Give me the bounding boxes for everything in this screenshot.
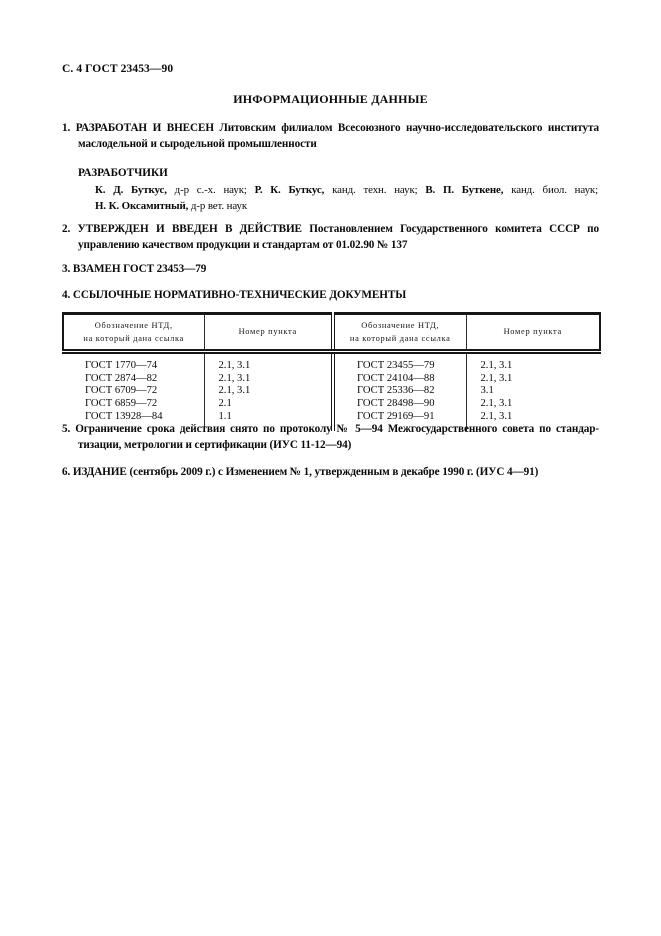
section-2-line-2: управлению качеством продукции и стандартам от 01.02.90 № 137 [78, 238, 408, 251]
section-6-line-1: 6. ИЗДАНИЕ (сентябрь 2009 г.) с Изменением № 1, утвержденным в декабре 1990 г. (ИУС 4—91) [62, 466, 539, 478]
developer-degree: канд. биол. наук; [511, 184, 599, 196]
column-header-ntd-right [333, 314, 466, 352]
section-3-replaces [62, 262, 599, 278]
developer-name: К. Д. Буткус, [95, 184, 167, 196]
developer-name: Н. К. Оксамитный, [95, 199, 189, 212]
ntd-cell: ГОСТ 6859—72 [63, 398, 204, 411]
section-5-line-1: 5. Ограничение срока действия снято по протоколу № 5—94 Межгосударственного совета по стандар- [62, 423, 599, 435]
column-header-clause-left [204, 314, 333, 352]
section-3-line-1: 3. ВЗАМЕН ГОСТ 23453—79 [62, 263, 207, 275]
developer-degree: д-р вет. наук [190, 199, 248, 212]
section-6-edition [62, 465, 599, 481]
section-5-validity [62, 422, 599, 453]
clause-cell: 1.1 [218, 410, 232, 422]
column-header-text: Обозначение НТД, [94, 321, 173, 330]
ntd-cell: ГОСТ 6709—72 [63, 385, 204, 398]
developers-heading: РАЗРАБОТЧИКИ [78, 167, 168, 179]
ntd-cell: ГОСТ 13928—84 [63, 411, 204, 432]
ntd-cell: ГОСТ 25336—82 [333, 385, 466, 398]
section-4-line-1: 4. ССЫЛОЧНЫЕ НОРМАТИВНО-ТЕХНИЧЕСКИЕ ДОКУМЕНТЫ [62, 289, 407, 301]
ntd-cell: ГОСТ 1770—74 [63, 352, 204, 373]
clause-cell: 2.1 [218, 398, 232, 409]
developers-list [95, 183, 598, 214]
section-5-line-2: тизации, метрологии и сертификации (ИУС 11-12—94) [78, 438, 352, 451]
developer-name: В. П. Буткене, [425, 184, 504, 196]
clause-cell: 2.1, 3.1 [218, 385, 251, 397]
section-1-line-1: 1. РАЗРАБОТАН И ВНЕСЕН Литовским филиалом Всесоюзного научно-исследовательского института [62, 122, 599, 134]
table-row [63, 385, 600, 398]
developer-name: Р. К. Буткус, [254, 184, 325, 196]
ntd-cell: ГОСТ 29169—91 [333, 411, 466, 432]
developer-degree: канд. техн. наук; [332, 184, 418, 196]
ntd-cell: ГОСТ 28498—90 [333, 398, 466, 411]
column-header-text: Обозначение НТД, [361, 321, 440, 330]
developers-line-1 [95, 183, 598, 199]
section-1-line-2: маслодельной и сыродельной промышленности [78, 137, 317, 150]
clause-cell: 2.1, 3.1 [480, 360, 513, 372]
column-header-clause-right [466, 314, 600, 352]
developers-line-2 [95, 199, 598, 215]
page-title: ИНФОРМАЦИОННЫЕ ДАННЫЕ [233, 92, 428, 106]
developer-degree: д-р с.-х. наук; [174, 184, 247, 196]
clause-cell: 3.1 [480, 385, 494, 397]
column-header-text: на который дана ссылка [349, 333, 451, 343]
section-4-references-heading [62, 288, 599, 304]
table-row [63, 398, 600, 411]
clause-cell: 2.1, 3.1 [218, 372, 251, 384]
clause-cell: 2.1, 3.1 [480, 410, 513, 422]
ntd-cell: ГОСТ 2874—82 [63, 373, 204, 386]
references-table-header [63, 314, 600, 352]
running-header: С. 4 ГОСТ 23453—90 [62, 63, 174, 75]
clause-cell: 2.1, 3.1 [480, 372, 513, 384]
references-table [62, 312, 601, 431]
column-header-text: Номер пункта [238, 327, 297, 337]
table-row [63, 352, 600, 373]
table-row [63, 373, 600, 386]
column-header-ntd-left [63, 314, 204, 352]
section-2-line-1: 2. УТВЕРЖДЕН И ВВЕДЕН В ДЕЙСТВИЕ Постановлением Государственного комитета СССР по [62, 223, 599, 235]
section-2-approved [62, 222, 599, 253]
section-1-developed-by [62, 121, 599, 152]
ntd-cell: ГОСТ 24104—88 [333, 373, 466, 386]
column-header-text: Номер пункта [503, 327, 562, 337]
ntd-cell: ГОСТ 23455—79 [333, 352, 466, 373]
clause-cell: 2.1, 3.1 [218, 360, 251, 372]
column-header-text: на который дана ссылка [83, 333, 185, 343]
clause-cell: 2.1, 3.1 [480, 398, 513, 409]
